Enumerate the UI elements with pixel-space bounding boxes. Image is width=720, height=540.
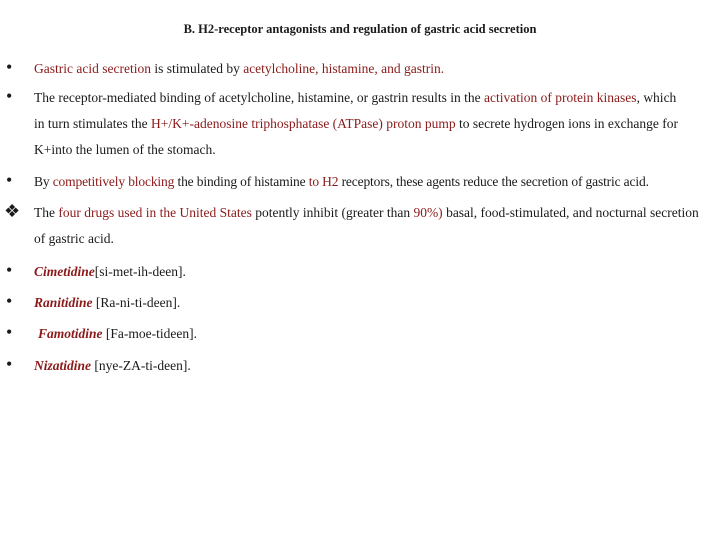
drug-name: Famotidine [38,326,103,341]
text-segment: The receptor-mediated binding of acetylcholine, histamine, or gastrin results in the [34,90,484,105]
item-text [34,290,716,316]
bullet-icon: • [6,170,13,190]
bullet-icon: • [6,291,13,311]
bullet-icon: • [6,322,13,342]
item-text [34,353,716,379]
text-segment: activation of protein kinases [483,90,637,105]
drug-name: Ranitidine [34,295,93,310]
item-text [34,56,716,82]
bullet-icon: • [6,260,13,280]
bullet-icon: • [6,86,13,106]
item-text [34,169,720,195]
drug-pronunciation: [si-met-ih-deen]. [94,264,186,279]
drug-name: Nizatidine [34,358,92,373]
item-text [34,85,690,163]
bullet-icon: • [6,57,13,77]
text-segment: 90%) [413,205,443,220]
text-segment: receptors, these agents reduce the secretion of gastric acid. [338,174,649,189]
drug-pronunciation: [Ra-ni-ti-deen]. [92,295,181,310]
text-segment: to H2 [308,174,339,189]
item-text [34,259,716,285]
item-text [34,200,706,252]
text-segment: H+/K+-adenosine triphosphatase (ATPase) proton pump [151,116,456,131]
text-segment: competitively blocking [52,174,175,189]
text-segment: potently inhibit (greater than [251,205,414,220]
text-segment: the binding of histamine [174,174,309,189]
text-segment: to secrete hydrogen ions in exchange for K+into the lumen of the stomach. [34,116,678,157]
bullet-icon: • [6,354,13,374]
drug-name: Cimetidine [34,264,95,279]
text-segment: is stimulated by [150,61,244,76]
drug-pronunciation: [nye-ZA-ti-deen]. [91,358,191,373]
text-segment: four drugs used in the United States [58,205,252,220]
text-segment: The [34,205,59,220]
text-segment: , which in turn stimulates the [34,90,677,131]
text-segment: By [34,174,53,189]
text-segment: acetylcholine, histamine, and gastrin. [243,61,445,76]
page-title: B. H2-receptor antagonists and regulation of gastric acid secretion [183,22,537,36]
drug-pronunciation: [Fa-moe-tideen]. [102,326,197,341]
text-segment: Gastric acid secretion [34,61,151,76]
item-text [38,321,716,347]
diamond-bullet-icon: ❖ [4,201,21,221]
text-segment: basal, food-stimulated, and nocturnal secretion of gastric acid. [34,205,699,246]
